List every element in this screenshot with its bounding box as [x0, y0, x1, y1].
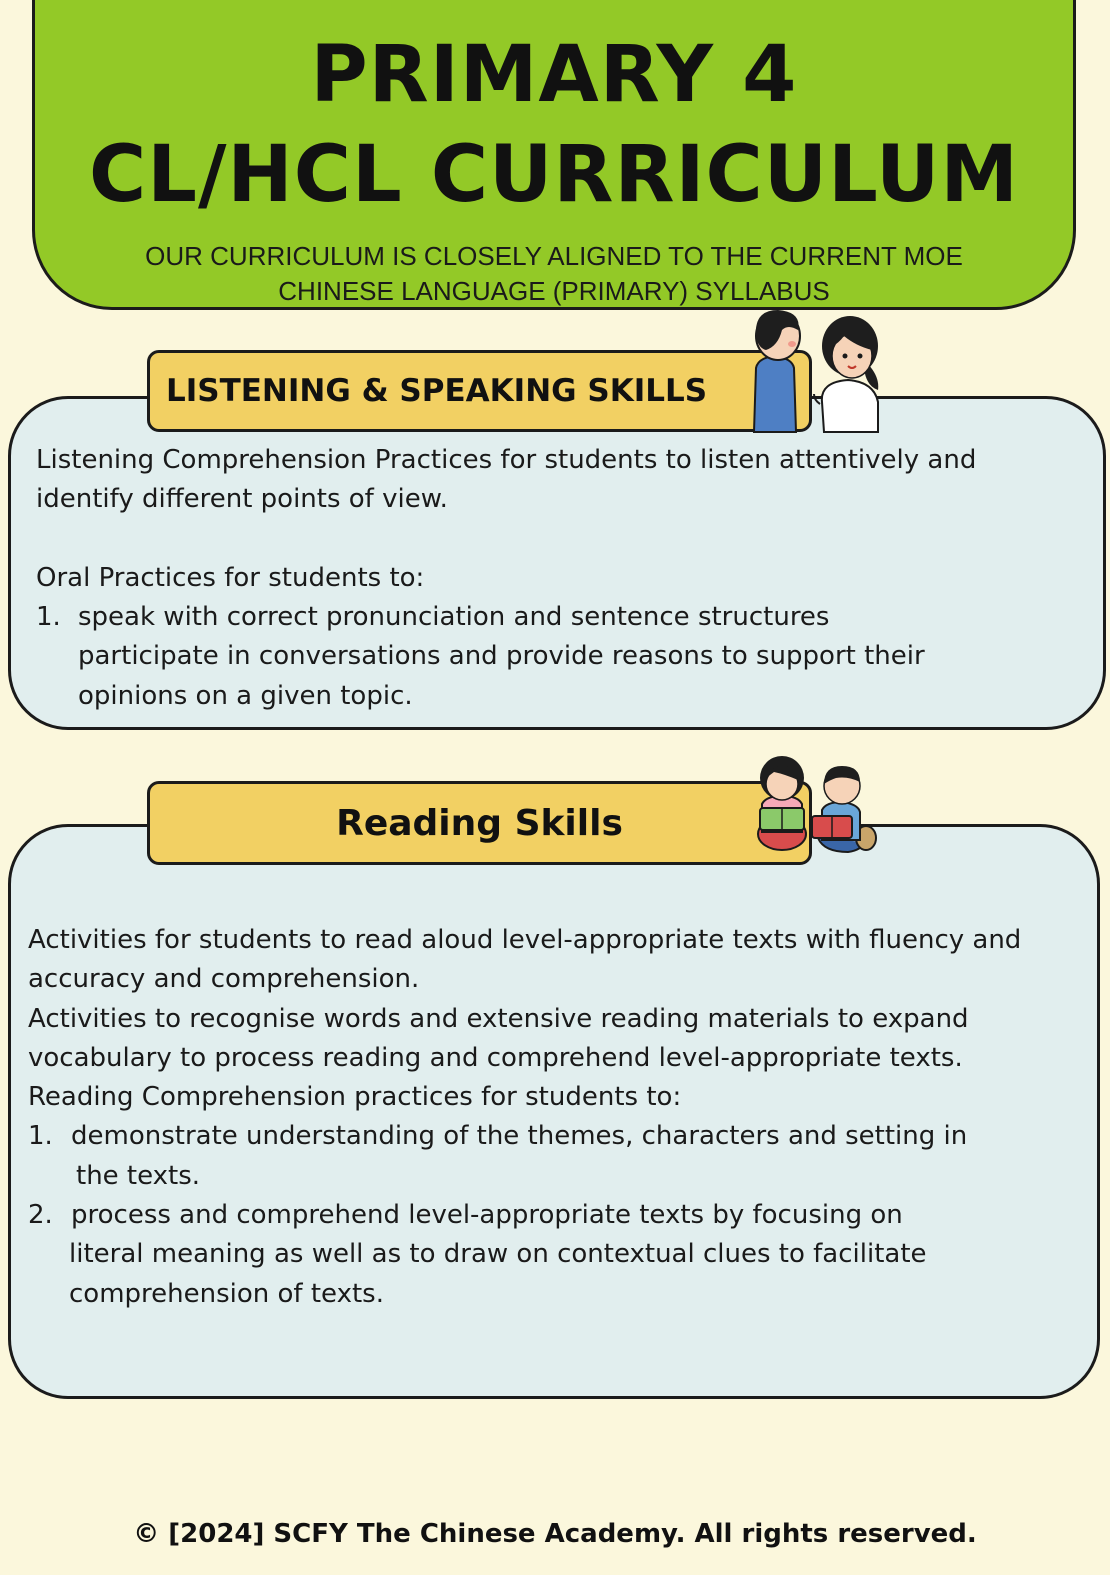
subtitle-line-2: CHINESE LANGUAGE (PRIMARY) SYLLABUS — [278, 276, 830, 306]
reading-line: Reading Comprehension practices for students to: — [28, 1082, 682, 1113]
list-item-line: demonstrate understanding of the themes, characters and setting in — [71, 1121, 968, 1152]
oral-practices-intro: Oral Practices for students to: — [36, 562, 425, 593]
page-subtitle — [75, 239, 1033, 309]
list-number: 1. — [28, 1121, 53, 1152]
boy-reading-icon — [812, 766, 876, 852]
listening-para-line: Listening Comprehension Practices for students to listen attentively and — [36, 445, 977, 475]
subtitle-line-1: OUR CURRICULUM IS CLOSELY ALIGNED TO THE CURRENT MOE — [145, 241, 963, 271]
list-item — [28, 1196, 1021, 1314]
list-item — [28, 1117, 1021, 1196]
title-line-1: PRIMARY 4 — [310, 30, 798, 120]
list-number: 2. — [28, 1200, 53, 1231]
boy-figure-icon — [754, 310, 800, 432]
reading-skills-heading: Reading Skills — [147, 781, 812, 865]
reading-children-illustration — [752, 752, 876, 860]
list-item-line: literal meaning as well as to draw on contextual clues to facilitate — [69, 1239, 927, 1270]
girl-reading-icon — [758, 756, 806, 850]
list-item-line: comprehension of texts. — [69, 1278, 384, 1309]
list-item-line: the texts. — [76, 1160, 201, 1191]
reading-line: Activities to recognise words and extensive reading materials to expand — [28, 1003, 969, 1034]
page-title — [35, 25, 1073, 225]
listening-speaking-heading: LISTENING & SPEAKING SKILLS — [147, 350, 812, 432]
reading-line: vocabulary to process reading and comprehend level-appropriate texts. — [28, 1042, 963, 1073]
reading-line: Activities for students to read aloud level-appropriate texts with fluency and — [28, 925, 1022, 955]
title-line-2: CL/HCL CURRICULUM — [89, 130, 1019, 220]
reading-content — [28, 921, 1021, 1314]
reading-line: accuracy and comprehension. — [28, 964, 420, 995]
list-item-line: opinions on a given topic. — [78, 680, 413, 711]
listening-speaking-content — [36, 441, 976, 716]
list-item — [36, 598, 976, 716]
copyright-footer: © [2024] SCFY The Chinese Academy. All rights reserved. — [133, 1519, 977, 1549]
talking-people-illustration — [748, 306, 888, 432]
list-item-line: process and comprehend level-appropriate texts by focusing on — [71, 1200, 903, 1231]
list-item-line: participate in conversations and provide reasons to support their — [78, 641, 925, 672]
list-item-line: speak with correct pronunciation and sentence structures — [78, 602, 830, 633]
list-number: 1. — [36, 602, 61, 633]
header-banner — [32, 0, 1076, 310]
listening-para-line: identify different points of view. — [36, 484, 448, 515]
teacher-figure-icon — [814, 316, 878, 432]
